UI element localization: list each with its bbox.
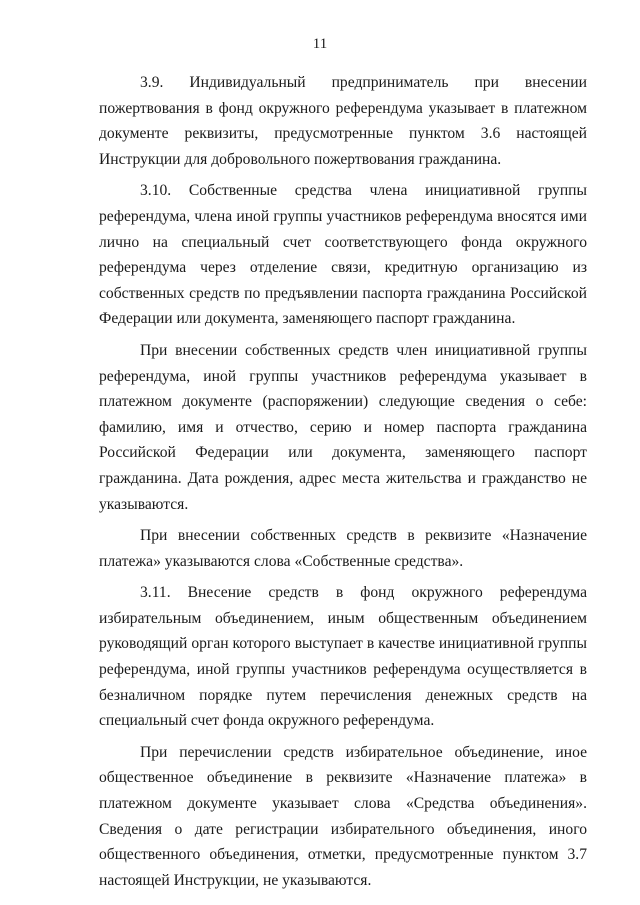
paragraph-3-9: 3.9. Индивидуальный предприниматель при внесении пожертвования в фонд окружного референдума указывает в платежном документе реквизиты, предусмотренные пунктом 3.6 настоящей Инструкции для добровольного пожертвования гражданина. [99,74,587,168]
paragraph-association-transfer: При перечислении средств избирательное объединение, иное общественное объединение в реквизите «Назначение платежа» в платежном документе указывает слова «Средства объединения». Сведения о дате регистрации избирательного объединения, иного общественного объединения, отметки, предусмотренные пунктом 3.7 настоящей Инструкции, не указываются. [99,743,587,889]
paragraph-payment-purpose-own-funds: При внесении собственных средств в реквизите «Назначение платежа» указываются слова «Собственные средства». [99,527,587,570]
paragraph-3-11: 3.11. Внесение средств в фонд окружного референдума избирательным объединением, иным общественным объединением руководящий орган которого выступает в качестве инициативной группы референдума, иной группы участников референдума осуществляется в безналичном порядке путем перечисления денежных средств на специальный счет фонда окружного референдума. [99,584,587,730]
paragraph-3-10: 3.10. Собственные средства члена инициативной группы референдума, члена иной группы участников референдума вносятся ими лично на специальный счет соответствующего фонда окружного референдума через отделение связи, кредитную организацию из собственных средств по предъявлении паспорта гражданина Российской Федерации или документа, заменяющего паспорт гражданина. [99,182,587,328]
paragraph-own-funds-details: При внесении собственных средств член инициативной группы референдума, иной группы участников референдума указывает в платежном документе (распоряжении) следующие сведения о себе: фамилию, имя и отчество, серию и номер паспорта гражданина Российской Федерации или документа, заменяющего паспорт гражданина. Дата рождения, адрес места жительства и гражданство не указываются. [99,341,587,513]
page-number: 11 [312,36,328,52]
document-body [99,70,587,893]
